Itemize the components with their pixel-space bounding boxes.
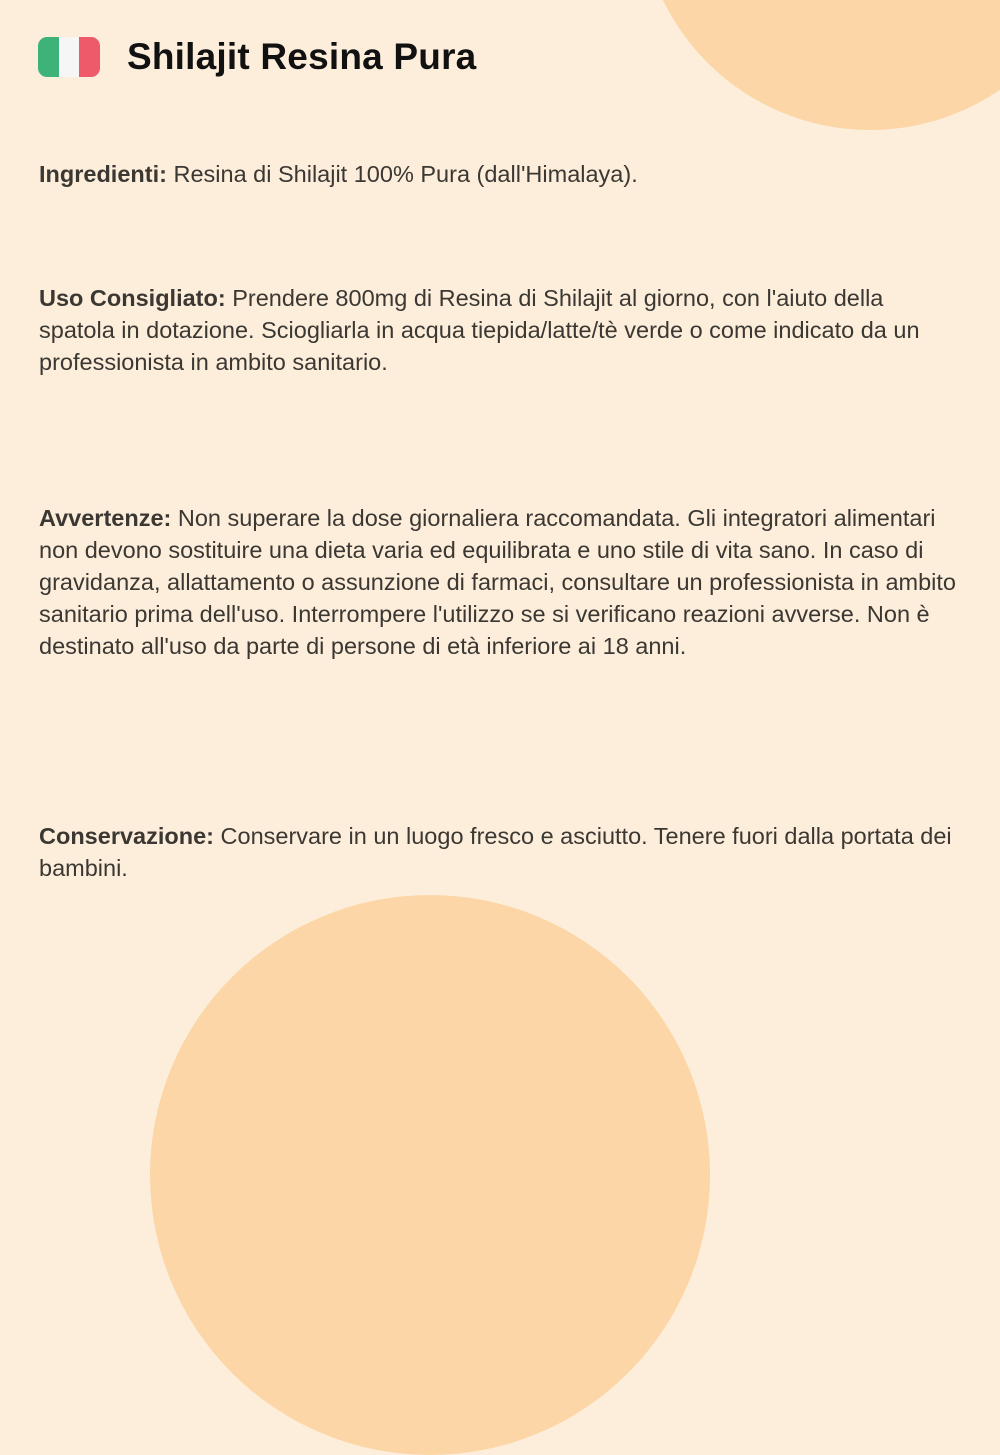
storage-text: Conservare in un luogo fresco e asciutto. Tenere fuori dalla portata dei bambini. xyxy=(39,823,952,881)
warnings-text: Non superare la dose giornaliera raccomandata. Gli integratori alimentari non devono sostituire una dieta varia ed equilibrata e uno stile di vita sano. In caso di gravidanza, allattamento o assunzione di farmaci, consultare un professionista in ambito sanitario prima dell'uso. Interrompere l'utilizzo se si verificano reazioni avverse. Non è destinato all'uso da parte di persone di età inferiore ai 18 anni. xyxy=(39,505,957,659)
flag-stripe-red xyxy=(79,37,100,77)
page-title: Shilajit Resina Pura xyxy=(127,36,477,77)
storage-label: Conservazione: xyxy=(39,823,221,849)
flag-stripe-green xyxy=(38,37,59,77)
ingredients-label: Ingredienti: xyxy=(39,161,174,187)
ingredients-section xyxy=(39,158,964,190)
warnings-section xyxy=(39,502,964,662)
usage-label: Uso Consigliato: xyxy=(39,285,233,311)
usage-section xyxy=(39,282,964,378)
usage-text: Prendere 800mg di Resina di Shilajit al giorno, con l'aiuto della spatola in dotazione. Sciogliarla in acqua tiepida/latte/tè verde o come indicato da un professionista in ambito sanitario. xyxy=(39,285,920,375)
header xyxy=(38,34,476,80)
decorative-circle-bottom xyxy=(150,895,710,1455)
warnings-label: Avvertenze: xyxy=(39,505,178,531)
storage-section xyxy=(39,820,964,884)
italy-flag-icon xyxy=(38,37,100,77)
decorative-circle-top xyxy=(640,0,1000,130)
ingredients-text: Resina di Shilajit 100% Pura (dall'Himalaya). xyxy=(173,161,638,187)
flag-stripe-white xyxy=(59,37,80,77)
